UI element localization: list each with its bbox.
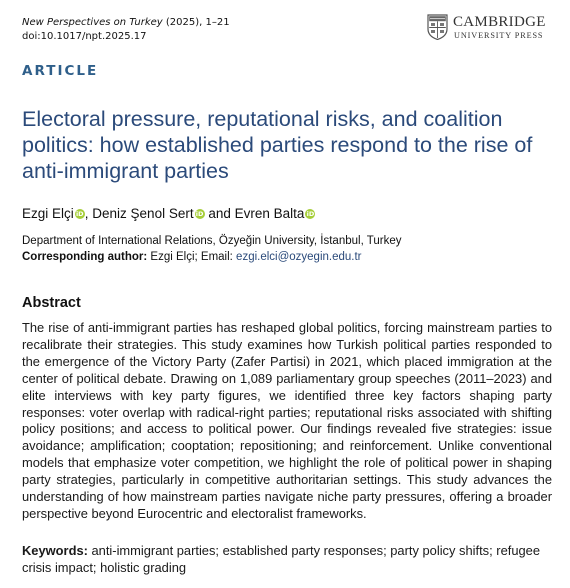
author-name[interactable]: Ezgi Elçi	[22, 206, 74, 221]
corresponding-email-link[interactable]: ezgi.elci@ozyegin.edu.tr	[236, 251, 362, 263]
keywords-text: anti-immigrant parties; established party responses; party policy shifts; refugee crisis impact; holistic grading	[22, 543, 541, 575]
corresponding-label: Corresponding author:	[22, 251, 148, 263]
orcid-icon[interactable]: iD	[75, 210, 84, 218]
author-separator: ,	[84, 206, 93, 221]
author-name[interactable]: Deniz Şenol Sert	[92, 206, 194, 221]
abstract-heading: Abstract	[22, 295, 81, 311]
cambridge-crest-icon	[427, 14, 448, 40]
article-type-label: ARTICLE	[22, 63, 99, 79]
article-title: Electoral pressure, reputational risks, and coalition politics: how established parties respond to the rise of anti-immigrant parties	[22, 107, 533, 183]
abstract-body: The rise of anti-immigrant parties has reshaped global politics, forcing mainstream parties to recalibrate their strategies. This study examines how Turkish political parties responded to the emergence of the Victory Party (Zafer Partisi) in 2021, which placed immigration at the center of political debate. Drawing on 1,089 parliamentary group speeches (2011–2023) and elite interviews with key party figures, we identified three key factors shaping party responses: voter overlap with radical-right parties; reputational risks associated with shifting policy positions; and access to political power. Our findings revealed five strategies: issue avoidance; amplification; cooptation; repositioning; and reinforcement. Unlike conventional models that emphasize voter competition, we highlight the role of political power in shaping party strategies, particularly in competitive authoritarian settings. This study advances the understanding of how mainstream parties navigate niche party pressures, offering a broader perspective beyond Eurocentric and electoralist frameworks.	[22, 320, 552, 521]
journal-citation	[22, 16, 230, 30]
corresponding-author	[22, 250, 362, 265]
corresponding-name: Ezgi Elçi; Email:	[147, 251, 237, 263]
doi-line	[22, 30, 146, 43]
keywords	[22, 543, 552, 577]
author-name[interactable]: Evren Balta	[234, 206, 305, 221]
publisher-logo	[427, 13, 555, 43]
orcid-icon[interactable]: iD	[195, 210, 204, 218]
author-list	[22, 205, 315, 223]
publisher-name: CAMBRIDGE	[453, 14, 546, 30]
author-separator: and	[204, 206, 235, 221]
orcid-icon[interactable]: iD	[306, 210, 315, 218]
journal-name: New Perspectives on Turkey	[22, 17, 163, 28]
doi-link[interactable]: 10.1017/npt.2025.17	[40, 31, 147, 42]
keywords-label: Keywords:	[22, 543, 88, 558]
publisher-subname: UNIVERSITY PRESS	[454, 31, 544, 40]
journal-meta: (2025), 1–21	[162, 17, 230, 28]
affiliation: Department of International Relations, Özyeğin University, İstanbul, Turkey	[22, 235, 402, 247]
doi-prefix: doi:	[22, 31, 41, 42]
